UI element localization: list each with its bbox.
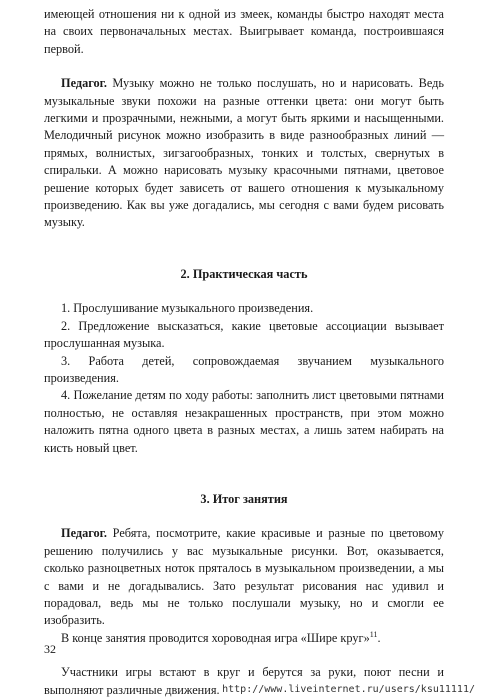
game-text: В конце занятия проводится хороводная игра «Шире круг» [61,630,370,645]
page-number: 32 [44,642,56,656]
teacher-intro-text: Музыку можно не только послушать, но и нарисовать. Ведь музыкальные звуки похожи на разные оттенки цвета: они могут быть легкими и прозрачными, нежными, а могут быть яркими и насыщенными. Мелодичный рисунок можно изобразить в виде разнообразных линий — прямых, волнистых, зигзагообразных, тонких и толстых, свернутых в спиральки. А можно нарисовать музыку красочными пятнами, цветовое решение которых будет зависеть от вашего отношения к музыкальному произведению. Как вы уже догадались, мы сегодня с вами будем рисовать музыку. [44,76,444,230]
game-end: . [377,630,381,645]
intro-paragraph: имеющей отношения ни к одной из змеек, команды быстро находят места на своих первоначальных местах. Выигрывает команда, построившаяся первой. [44,7,444,56]
closing-paragraph: Участники игры встают в круг и берутся за руки, поют песни и выполняют различные движения. [44,665,444,697]
footnote-marker: 11 [369,629,378,639]
section-heading-practice: 2. Практическая часть [180,266,308,281]
list-item: 1. Прослушивание музыкального произведения. [61,301,314,316]
list-item: 3. Работа детей, сопровождаемая звучанием музыкального произведения. [44,353,444,385]
teacher-intro-paragraph [44,75,444,232]
teacher-summary-paragraph [44,525,444,629]
document-body [44,6,444,699]
list-item: 4. Пожелание детям по ходу работы: заполнить лист цветовыми пятнами полностью, не оставляя незакрашенных пространств, при этом можно наложить пятна одного цвета в разных местах, а лишь затем набирать на кисть новый цвет. [44,388,444,455]
watermark-url: http://www.liveinternet.ru/users/ksu11111/ [222,684,475,695]
list-item: 2. Предложение высказаться, какие цветовые ассоциации вызывает прослушанная музыка. [44,318,444,351]
game-paragraph [44,630,444,647]
teacher-label: Педагог. [61,526,107,541]
section-heading-summary: 3. Итог занятия [200,491,288,506]
teacher-label: Педагог. [61,76,107,91]
teacher-summary-text: Ребята, посмотрите, какие красивые и разные по цветовому решению получились у вас музыкальные рисунки. Вот, оказывается, сколько разноцветных ноток пряталось в музыкальном произведении, а мы с вами и не догадывались. Зато результат рисования нас удивил и порадовал, ведь мы не только послушали музыку, но и смогли ее изобразить. [44,526,444,628]
